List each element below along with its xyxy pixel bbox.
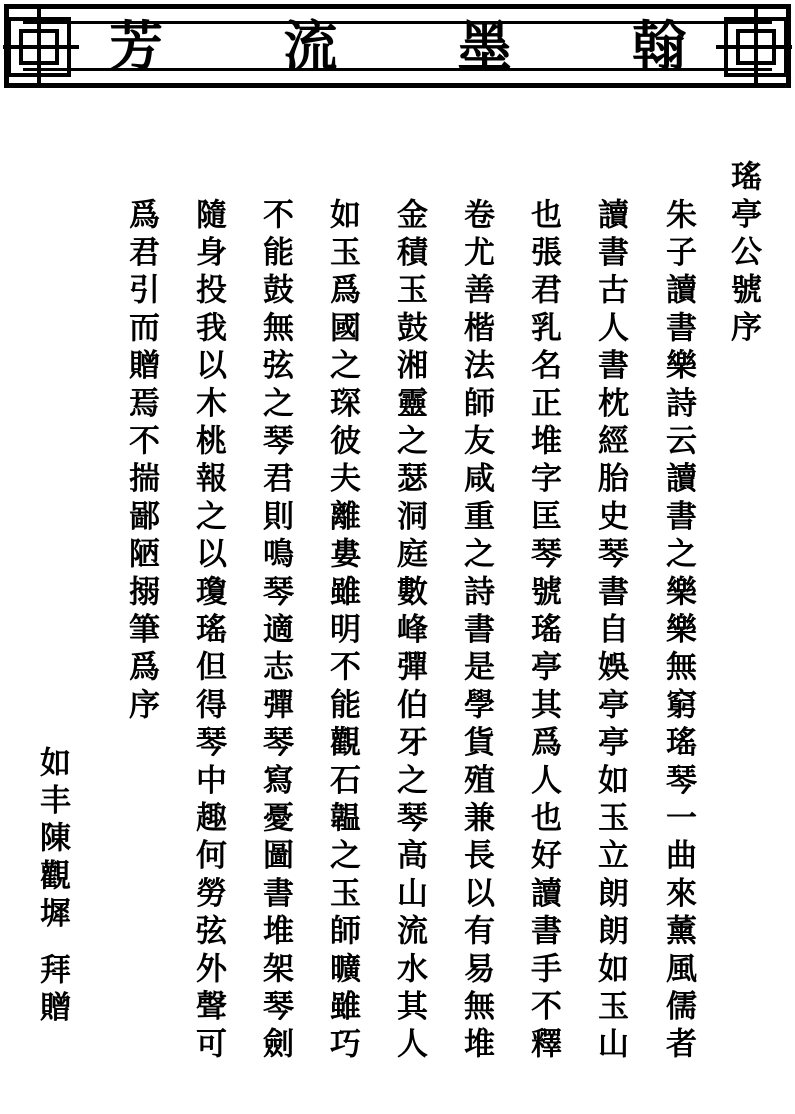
banner-title-char: 翰 [631, 14, 686, 78]
body-column: 朱子讀書樂詩云讀書之樂樂無窮瑤琴一曲來薰風儒者 [660, 198, 696, 1066]
body-column: 卷尤善楷法師友咸重之詩書是學貨殖兼長以有易無堆 [458, 198, 494, 1066]
body-column: 隨身投我以木桃報之以瓊瑤但得琴中趣何勞弦外聲可 [190, 198, 226, 1066]
preface-heading: 瑤亭公號序 [725, 160, 761, 349]
fret-ornament-left-icon [3, 5, 81, 91]
author-signature: 如丰陳觀墀 [34, 746, 70, 935]
body-column: 不能鼓無弦之琴君則鳴琴適志彈琴寫憂圖書堆架琴劍 [257, 198, 293, 1066]
body-column: 金積玉鼓湘靈之瑟洞庭數峰彈伯牙之琴高山流水其人 [391, 198, 427, 1066]
banner-title-char: 墨 [457, 14, 512, 78]
fret-ornament-right-icon [714, 5, 792, 91]
banner-title [99, 9, 696, 83]
title-banner [4, 4, 791, 88]
body-column: 也張君乳名正堆字匡琴號瑤亭其爲人也好讀書手不釋 [525, 198, 561, 1066]
banner-title-char: 流 [283, 14, 338, 78]
body-column: 如玉爲國之琛彼夫離婁雖明不能觀石韞之玉師曠雖巧 [324, 198, 360, 1066]
body-column: 爲君引而贈焉不揣鄙陋搦筆爲序 [123, 198, 159, 726]
banner-title-char: 芳 [109, 14, 163, 78]
body-column: 讀書古人書枕經胎史琴書自娛亭亭如玉立朗朗如玉山 [592, 198, 628, 1066]
author-signature-suffix: 拜贈 [34, 953, 70, 1029]
